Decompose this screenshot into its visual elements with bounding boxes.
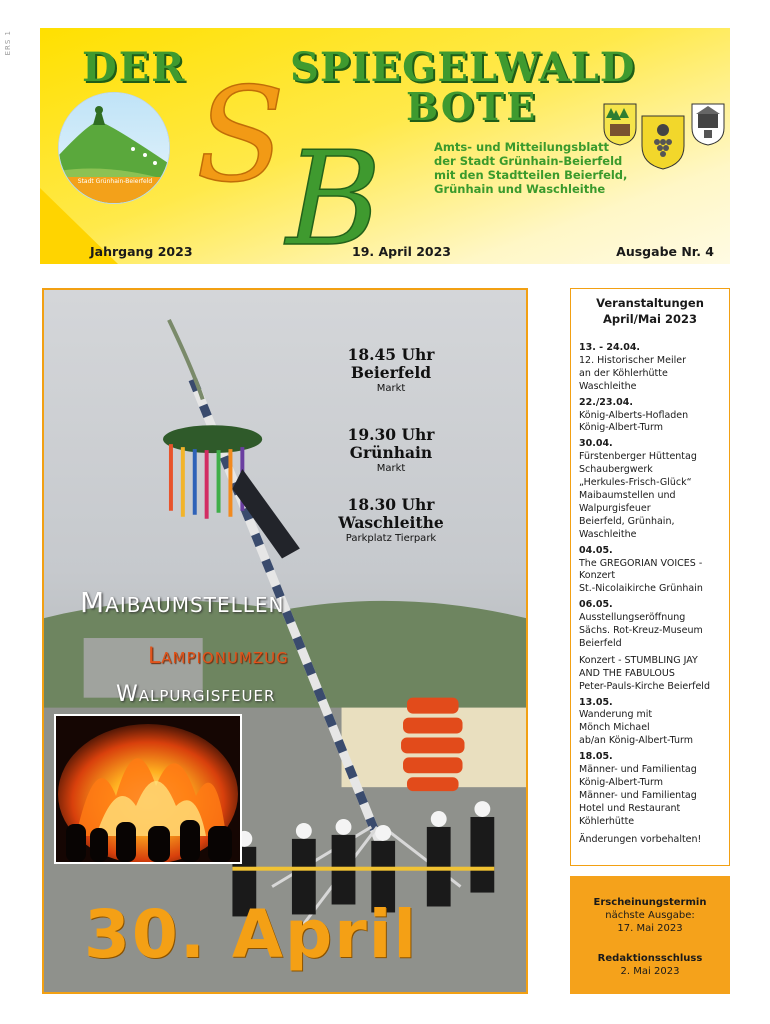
release-label: Erscheinungstermin [593,897,707,908]
event-date: 13.05. [579,696,613,708]
sb-monogram-icon [190,52,440,252]
event-line: Mönch Michael [579,722,650,734]
monogram-s: S [196,59,286,211]
svg-text:S [196,59,285,211]
time-block-gruenhain [316,426,466,475]
event-text [579,612,725,651]
event-line: an der Köhlerhütte [579,367,668,379]
events-note: Änderungen vorbehalten! [579,833,702,845]
event-text [579,655,725,694]
event-line: König-Alberts-Hofladen [579,409,689,421]
deadline-date: 2. Mai 2023 [620,966,680,977]
event-line: 12. Historischer Meiler [579,354,686,366]
event-list [571,342,729,847]
event-line: The GREGORIAN VOICES - [579,557,703,569]
event-date: 22./23.04. [579,396,633,408]
event-item [579,599,725,651]
event-item [579,655,725,694]
issue-number: Ausgabe Nr. 4 [616,244,714,259]
event-line: Ausstellungseröffnung [579,612,686,624]
time-block-waschleithe [316,496,466,545]
deadline-label: Redaktionsschluss [597,953,703,964]
event-line: König-Albert-Turm [579,777,664,788]
masthead-subtitle [434,140,627,196]
gruenhain-crest-icon [640,114,686,170]
maypole-photo [44,290,526,992]
title-der: DER [82,44,187,91]
issue-date: 19. April 2023 [352,244,451,259]
events-title-line: Veranstaltungen [596,296,704,310]
title-bote: BOTE [406,84,538,129]
event-line: „Herkules-Frisch-Glück“ [579,477,692,489]
event-line: Beierfeld, Grünhain, [579,515,675,527]
event-item [579,545,725,597]
event-line: Waschleithe [579,528,637,540]
event-text [579,558,725,597]
event-line: Fürstenberger Hüttentag [579,451,697,463]
event-line: Hotel und Restaurant [579,802,681,814]
event-line: Maibaumstellen und [579,489,676,501]
time-block-beierfeld [316,346,466,395]
event-line: Walpurgisfeuer [579,502,651,514]
events-title-line: April/Mai 2023 [602,312,698,326]
events-box [570,288,730,866]
event-location: Markt [376,463,406,474]
event-line: St.-Nicolaikirche Grünhain [579,583,703,595]
event-line: Sächs. Rot-Kreuz-Museum [579,625,703,637]
stadt-logo-icon [58,92,170,204]
event-line: Beierfeld [579,637,622,649]
headline-lampionumzug: Lampionumzug [148,644,289,669]
event-text [579,410,725,436]
event-line: Waschleithe [579,380,637,392]
event-item [579,342,725,394]
subtitle-line: Amts- und Mitteilungsblatt [434,140,610,154]
release-date: 17. Mai 2023 [617,923,683,934]
subtitle-line: Grünhain und Waschleithe [434,182,606,196]
event-date: 13. - 24.04. [579,342,641,353]
event-time: 19.30 Uhr [347,425,435,444]
margin-code: ERS 1 [4,30,12,56]
bonfire-photo [54,714,242,864]
headline-maibaumstellen: Maibaumstellen [80,586,285,619]
event-line: Schaubergwerk [579,464,653,476]
publication-info [570,876,730,994]
monogram-b: B [286,123,382,252]
event-line: Männer- und Familientag [579,789,697,801]
event-text [579,764,725,829]
event-line: Wanderung mit [579,709,653,721]
beierfeld-crest-icon [602,102,638,146]
waschleithe-crest-icon [690,102,726,146]
event-date: 30.04. [579,438,613,450]
event-line: Köhlerhütte [579,815,635,827]
event-line: ab/an König-Albert-Turm [579,735,693,747]
event-line: AND THE FABULOUS [579,667,675,679]
event-place: Beierfeld [350,363,432,382]
event-date: 06.05. [579,599,613,611]
logo-caption: Stadt Grünhain-Beierfeld [77,178,153,185]
subtitle-line: mit den Stadtteilen Beierfeld, [434,168,628,182]
masthead-footer [40,240,730,264]
event-time: 18.30 Uhr [347,495,435,514]
cover-poster [42,288,528,994]
spacer [570,935,730,952]
event-date: 04.05. [579,544,613,556]
event-place: Grünhain [349,443,433,462]
svg-text:B [284,123,382,252]
headline-walpurgisfeuer: Walpurgisfeuer [116,682,276,707]
event-line: Peter-Pauls-Kirche Beierfeld [579,680,710,692]
title-spiegelwald: SPIEGELWALD [290,44,636,91]
release-sub: nächste Ausgabe: [605,910,695,921]
event-text [579,709,725,748]
event-text [579,451,725,541]
event-item [579,397,725,436]
date-banner: 30. April [84,896,419,973]
event-line: Konzert - STUMBLING JAY [579,654,698,666]
event-line: König-Albert-Turm [579,422,664,434]
event-place: Waschleithe [338,513,444,532]
event-time: 18.45 Uhr [347,345,435,364]
subtitle-line: der Stadt Grünhain-Beierfeld [434,154,623,168]
masthead [40,28,730,264]
event-location: Markt [376,383,406,394]
event-item [579,751,725,828]
event-item [579,697,725,749]
events-title [571,295,729,327]
event-text [579,355,725,394]
event-date: 18.05. [579,751,613,763]
event-line: Männer- und Familientag [579,764,697,776]
event-location: Parkplatz Tierpark [345,533,437,544]
event-item [579,438,725,541]
volume: Jahrgang 2023 [90,244,193,259]
event-line: Konzert [579,570,616,582]
